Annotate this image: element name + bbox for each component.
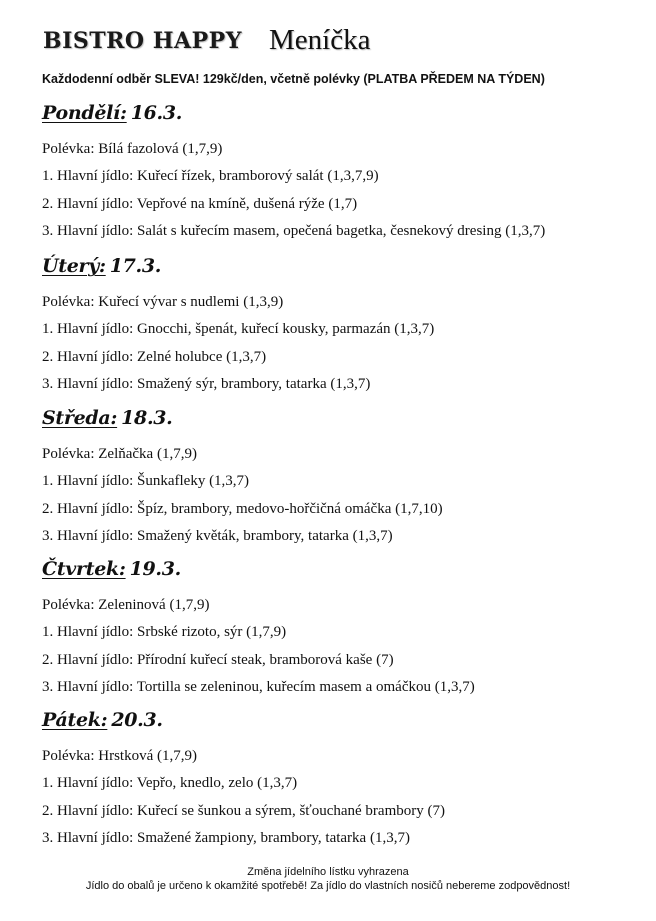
day-heading — [42, 706, 642, 734]
footer-disclaimer-packaging: Jídlo do obalů je určeno k okamžité spotřebě! Za jídlo do vlastních nosičů nebereme zodpovědnost! — [85, 880, 571, 892]
day-date: 18.3. — [121, 407, 173, 429]
day-heading — [42, 252, 642, 280]
main-dish-3: 3. Hlavní jídlo: Smažený květák, brambory, tatarka (1,3,7) — [42, 527, 393, 544]
brand-name: BISTRO HAPPY — [43, 28, 242, 54]
main-dish-1: 1. Hlavní jídlo: Vepřo, knedlo, zelo (1,3,7) — [42, 775, 298, 792]
main-dish-2: 2. Hlavní jídlo: Kuřecí se šunkou a sýrem, šťouchané brambory (7) — [42, 802, 445, 819]
menu-list — [42, 289, 642, 398]
main-dish-3: 3. Hlavní jídlo: Salát s kuřecím masem, opečená bagetka, česnekový dresing (1,3,7) — [42, 222, 546, 239]
soup-item: Polévka: Bílá fazolová (1,7,9) — [42, 141, 223, 157]
page-title: Meníčka — [269, 24, 371, 56]
footer — [0, 865, 656, 893]
day-section-tuesday — [42, 252, 642, 398]
main-dish-2: 2. Hlavní jídlo: Špíz, brambory, medovo-hořčičná omáčka (1,7,10) — [42, 500, 443, 517]
main-dish-2: 2. Hlavní jídlo: Zelné holubce (1,3,7) — [42, 348, 267, 365]
day-date: 17.3. — [109, 255, 162, 277]
main-dish-3: 3. Hlavní jídlo: Smažené žampiony, brambory, tatarka (1,3,7) — [42, 829, 410, 846]
daily-offer-note: Každodenní odběr SLEVA! 129kč/den, včetně polévky (PLATBA PŘEDEM NA TÝDEN) — [42, 72, 545, 86]
soup-item: Polévka: Zeleninová (1,7,9) — [42, 597, 210, 613]
day-name: Čtvrtek: — [42, 558, 126, 580]
soup-item: Polévka: Kuřecí vývar s nudlemi (1,3,9) — [42, 294, 284, 310]
main-dish-2: 2. Hlavní jídlo: Přírodní kuřecí steak, bramborová kaše (7) — [42, 651, 394, 668]
day-section-monday — [42, 99, 642, 245]
menu-list — [42, 441, 642, 550]
day-heading — [42, 555, 642, 583]
footer-disclaimer-change: Změna jídelního lístku vyhrazena — [247, 866, 409, 878]
day-heading — [42, 99, 642, 127]
day-name: Pátek: — [42, 709, 108, 731]
main-dish-2: 2. Hlavní jídlo: Vepřové na kmíně, dušená rýže (1,7) — [42, 195, 358, 212]
main-dish-1: 1. Hlavní jídlo: Kuřecí řízek, bramborový salát (1,3,7,9) — [42, 168, 379, 185]
day-section-thursday — [42, 555, 642, 701]
day-name: Středa: — [42, 407, 118, 429]
day-name: Pondělí: — [42, 102, 127, 124]
day-date: 16.3. — [130, 102, 183, 124]
soup-item: Polévka: Zelňačka (1,7,9) — [42, 446, 197, 462]
main-dish-3: 3. Hlavní jídlo: Smažený sýr, brambory, tatarka (1,3,7) — [42, 375, 371, 392]
menu-list — [42, 743, 642, 852]
main-dish-1: 1. Hlavní jídlo: Šunkafleky (1,3,7) — [42, 473, 250, 490]
day-date: 20.3. — [111, 709, 163, 731]
day-name: Úterý: — [42, 255, 106, 277]
day-date: 19.3. — [129, 558, 181, 580]
menu-list — [42, 592, 642, 701]
main-dish-1: 1. Hlavní jídlo: Srbské rizoto, sýr (1,7,9) — [42, 624, 287, 641]
day-section-wednesday — [42, 404, 642, 550]
menu-list — [42, 136, 642, 245]
main-dish-3: 3. Hlavní jídlo: Tortilla se zeleninou, kuřecím masem a omáčkou (1,3,7) — [42, 678, 475, 695]
day-heading — [42, 404, 642, 432]
main-dish-1: 1. Hlavní jídlo: Gnocchi, špenát, kuřecí kousky, parmazán (1,3,7) — [42, 321, 435, 338]
soup-item: Polévka: Hrstková (1,7,9) — [42, 748, 197, 764]
day-section-friday — [42, 706, 642, 852]
